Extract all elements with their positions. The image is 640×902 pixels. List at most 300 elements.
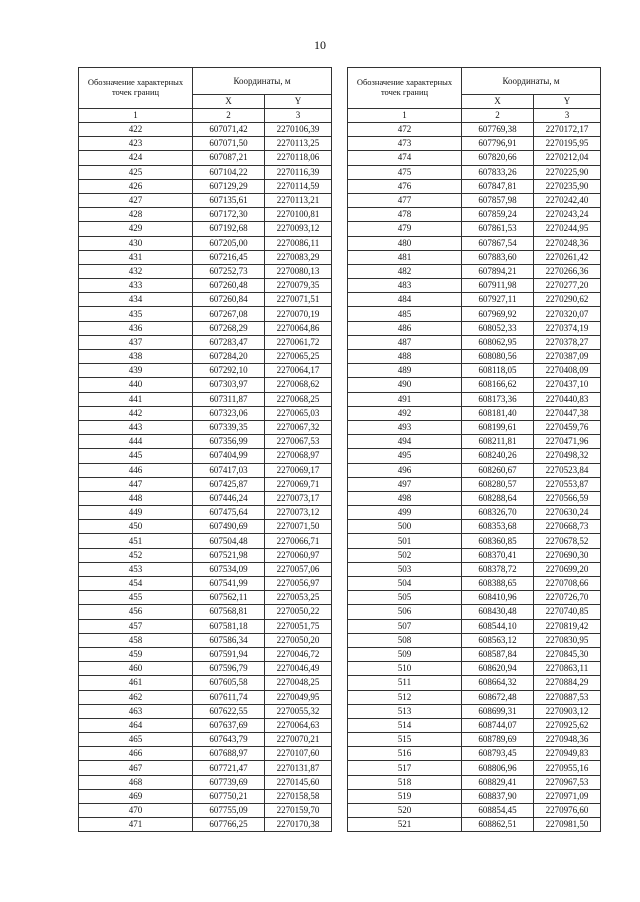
point-id-cell: 512 <box>348 690 462 704</box>
x-coordinate-cell: 608829,41 <box>462 775 534 789</box>
point-id-cell: 520 <box>348 804 462 818</box>
x-coordinate-cell: 607622,55 <box>193 704 265 718</box>
x-coordinate-cell: 607172,30 <box>193 208 265 222</box>
x-coordinate-cell: 607739,69 <box>193 775 265 789</box>
point-id-cell: 441 <box>79 392 193 406</box>
table-row <box>348 605 601 619</box>
point-id-cell: 519 <box>348 789 462 803</box>
y-coordinate-cell: 2270845,30 <box>534 647 601 661</box>
table-row <box>348 761 601 775</box>
table-row <box>79 350 332 364</box>
x-coordinate-cell: 607071,50 <box>193 137 265 151</box>
table-row <box>79 534 332 548</box>
y-coordinate-cell: 2270069,17 <box>265 463 332 477</box>
point-id-cell: 507 <box>348 619 462 633</box>
table-row <box>79 378 332 392</box>
x-coordinate-cell: 607883,60 <box>462 250 534 264</box>
point-id-cell: 463 <box>79 704 193 718</box>
y-coordinate-cell: 2270065,25 <box>265 350 332 364</box>
y-coordinate-cell: 2270261,42 <box>534 250 601 264</box>
table-row <box>79 775 332 789</box>
point-id-cell: 461 <box>79 676 193 690</box>
point-id-cell: 475 <box>348 165 462 179</box>
x-coordinate-cell: 608699,31 <box>462 704 534 718</box>
table-row <box>79 222 332 236</box>
point-id-cell: 503 <box>348 562 462 576</box>
x-coordinate-cell: 608587,84 <box>462 647 534 661</box>
table-row <box>348 449 601 463</box>
y-coordinate-cell: 2270498,32 <box>534 449 601 463</box>
point-id-cell: 473 <box>348 137 462 151</box>
x-coordinate-cell: 607323,06 <box>193 406 265 420</box>
x-coordinate-cell: 607446,24 <box>193 491 265 505</box>
y-coordinate-cell: 2270225,90 <box>534 165 601 179</box>
y-coordinate-cell: 2270073,17 <box>265 491 332 505</box>
table-row <box>79 123 332 137</box>
y-coordinate-cell: 2270064,17 <box>265 364 332 378</box>
point-id-cell: 508 <box>348 633 462 647</box>
x-coordinate-cell: 607425,87 <box>193 477 265 491</box>
point-id-cell: 432 <box>79 264 193 278</box>
coordinates-table-right <box>347 67 601 832</box>
x-coordinate-cell: 607284,20 <box>193 350 265 364</box>
x-coordinate-cell: 607260,48 <box>193 279 265 293</box>
table-row <box>79 804 332 818</box>
table-row <box>348 633 601 647</box>
x-coordinate-cell: 607637,69 <box>193 718 265 732</box>
y-coordinate-cell: 2270069,71 <box>265 477 332 491</box>
y-coordinate-cell: 2270553,87 <box>534 477 601 491</box>
y-coordinate-cell: 2270066,71 <box>265 534 332 548</box>
point-id-cell: 460 <box>79 662 193 676</box>
point-id-cell: 517 <box>348 761 462 775</box>
y-coordinate-cell: 2270948,36 <box>534 733 601 747</box>
table-row <box>348 420 601 434</box>
point-id-cell: 505 <box>348 591 462 605</box>
x-coordinate-cell: 607104,22 <box>193 165 265 179</box>
x-coordinate-cell: 608353,68 <box>462 520 534 534</box>
point-id-cell: 488 <box>348 350 462 364</box>
y-coordinate-cell: 2270070,19 <box>265 307 332 321</box>
y-coordinate-cell: 2270071,50 <box>265 520 332 534</box>
table-row <box>79 491 332 505</box>
x-coordinate-cell: 608118,05 <box>462 364 534 378</box>
table-row <box>348 662 601 676</box>
point-id-cell: 464 <box>79 718 193 732</box>
table-row <box>348 179 601 193</box>
table-row <box>348 335 601 349</box>
point-id-cell: 471 <box>79 818 193 832</box>
point-id-cell: 500 <box>348 520 462 534</box>
x-coordinate-cell: 608166,62 <box>462 378 534 392</box>
x-coordinate-cell: 607911,98 <box>462 279 534 293</box>
table-row <box>348 718 601 732</box>
x-coordinate-cell: 607857,98 <box>462 193 534 207</box>
x-coordinate-cell: 608744,07 <box>462 718 534 732</box>
header-point-designation: Обозначение характерных точек границ <box>348 68 462 109</box>
point-id-cell: 427 <box>79 193 193 207</box>
x-coordinate-cell: 607755,09 <box>193 804 265 818</box>
table-row <box>79 690 332 704</box>
point-id-cell: 472 <box>348 123 462 137</box>
point-id-cell: 442 <box>79 406 193 420</box>
table-row <box>79 335 332 349</box>
point-id-cell: 492 <box>348 406 462 420</box>
y-coordinate-cell: 2270925,62 <box>534 718 601 732</box>
table-row <box>79 392 332 406</box>
y-coordinate-cell: 2270051,75 <box>265 619 332 633</box>
point-id-cell: 485 <box>348 307 462 321</box>
table-body-right <box>348 123 601 832</box>
table-row <box>348 193 601 207</box>
point-id-cell: 447 <box>79 477 193 491</box>
y-coordinate-cell: 2270699,20 <box>534 562 601 576</box>
point-id-cell: 433 <box>79 279 193 293</box>
y-coordinate-cell: 2270290,62 <box>534 293 601 307</box>
point-id-cell: 487 <box>348 335 462 349</box>
point-id-cell: 439 <box>79 364 193 378</box>
y-coordinate-cell: 2270064,86 <box>265 321 332 335</box>
table-row <box>348 676 601 690</box>
x-coordinate-cell: 608378,72 <box>462 562 534 576</box>
table-row <box>79 676 332 690</box>
y-coordinate-cell: 2270471,96 <box>534 435 601 449</box>
y-coordinate-cell: 2270080,13 <box>265 264 332 278</box>
y-coordinate-cell: 2270046,49 <box>265 662 332 676</box>
point-id-cell: 502 <box>348 548 462 562</box>
table-row <box>348 293 601 307</box>
x-coordinate-cell: 607267,08 <box>193 307 265 321</box>
x-coordinate-cell: 608173,36 <box>462 392 534 406</box>
table-row <box>79 506 332 520</box>
y-coordinate-cell: 2270266,36 <box>534 264 601 278</box>
y-coordinate-cell: 2270131,87 <box>265 761 332 775</box>
table-row <box>348 733 601 747</box>
y-coordinate-cell: 2270070,21 <box>265 733 332 747</box>
x-coordinate-cell: 607311,87 <box>193 392 265 406</box>
point-id-cell: 498 <box>348 491 462 505</box>
point-id-cell: 479 <box>348 222 462 236</box>
table-row <box>348 818 601 832</box>
y-coordinate-cell: 2270971,09 <box>534 789 601 803</box>
x-coordinate-cell: 607417,03 <box>193 463 265 477</box>
point-id-cell: 436 <box>79 321 193 335</box>
table-row <box>79 449 332 463</box>
x-coordinate-cell: 607490,69 <box>193 520 265 534</box>
x-coordinate-cell: 607283,47 <box>193 335 265 349</box>
y-coordinate-cell: 2270086,11 <box>265 236 332 250</box>
table-row <box>348 463 601 477</box>
column-number-2: 2 <box>193 109 265 123</box>
x-coordinate-cell: 608199,61 <box>462 420 534 434</box>
x-coordinate-cell: 607721,47 <box>193 761 265 775</box>
y-coordinate-cell: 2270083,29 <box>265 250 332 264</box>
y-coordinate-cell: 2270065,03 <box>265 406 332 420</box>
table-row <box>348 520 601 534</box>
point-id-cell: 511 <box>348 676 462 690</box>
y-coordinate-cell: 2270955,16 <box>534 761 601 775</box>
x-coordinate-cell: 607504,48 <box>193 534 265 548</box>
y-coordinate-cell: 2270048,25 <box>265 676 332 690</box>
table-row <box>79 619 332 633</box>
x-coordinate-cell: 607766,25 <box>193 818 265 832</box>
y-coordinate-cell: 2270630,24 <box>534 506 601 520</box>
y-coordinate-cell: 2270100,81 <box>265 208 332 222</box>
header-x: X <box>462 95 534 109</box>
point-id-cell: 430 <box>79 236 193 250</box>
x-coordinate-cell: 608430,48 <box>462 605 534 619</box>
point-id-cell: 451 <box>79 534 193 548</box>
table-row <box>348 321 601 335</box>
point-id-cell: 480 <box>348 236 462 250</box>
x-coordinate-cell: 607591,94 <box>193 647 265 661</box>
point-id-cell: 468 <box>79 775 193 789</box>
y-coordinate-cell: 2270145,60 <box>265 775 332 789</box>
x-coordinate-cell: 607475,64 <box>193 506 265 520</box>
table-row <box>79 562 332 576</box>
y-coordinate-cell: 2270046,72 <box>265 647 332 661</box>
y-coordinate-cell: 2270248,36 <box>534 236 601 250</box>
x-coordinate-cell: 607769,38 <box>462 123 534 137</box>
point-id-cell: 453 <box>79 562 193 576</box>
y-coordinate-cell: 2270212,04 <box>534 151 601 165</box>
table-row <box>79 151 332 165</box>
table-row <box>348 392 601 406</box>
x-coordinate-cell: 607867,54 <box>462 236 534 250</box>
point-id-cell: 448 <box>79 491 193 505</box>
x-coordinate-cell: 608793,45 <box>462 747 534 761</box>
y-coordinate-cell: 2270053,25 <box>265 591 332 605</box>
y-coordinate-cell: 2270056,97 <box>265 577 332 591</box>
table-row <box>79 193 332 207</box>
y-coordinate-cell: 2270374,19 <box>534 321 601 335</box>
x-coordinate-cell: 608862,51 <box>462 818 534 832</box>
x-coordinate-cell: 607796,91 <box>462 137 534 151</box>
point-id-cell: 490 <box>348 378 462 392</box>
x-coordinate-cell: 608563,12 <box>462 633 534 647</box>
table-row <box>348 619 601 633</box>
point-id-cell: 431 <box>79 250 193 264</box>
y-coordinate-cell: 2270113,25 <box>265 137 332 151</box>
y-coordinate-cell: 2270068,25 <box>265 392 332 406</box>
x-coordinate-cell: 608211,81 <box>462 435 534 449</box>
table-row <box>79 264 332 278</box>
table-row <box>348 591 601 605</box>
table-row <box>348 264 601 278</box>
point-id-cell: 514 <box>348 718 462 732</box>
column-number-3: 3 <box>534 109 601 123</box>
x-coordinate-cell: 608052,33 <box>462 321 534 335</box>
table-row <box>348 506 601 520</box>
point-id-cell: 423 <box>79 137 193 151</box>
y-coordinate-cell: 2270981,50 <box>534 818 601 832</box>
table-row <box>79 520 332 534</box>
point-id-cell: 474 <box>348 151 462 165</box>
table-row <box>348 435 601 449</box>
y-coordinate-cell: 2270320,07 <box>534 307 601 321</box>
y-coordinate-cell: 2270064,63 <box>265 718 332 732</box>
y-coordinate-cell: 2270106,39 <box>265 123 332 137</box>
y-coordinate-cell: 2270116,39 <box>265 165 332 179</box>
y-coordinate-cell: 2270242,40 <box>534 193 601 207</box>
y-coordinate-cell: 2270949,83 <box>534 747 601 761</box>
point-id-cell: 457 <box>79 619 193 633</box>
point-id-cell: 444 <box>79 435 193 449</box>
coordinates-table-left <box>78 67 332 832</box>
point-id-cell: 516 <box>348 747 462 761</box>
y-coordinate-cell: 2270067,32 <box>265 420 332 434</box>
point-id-cell: 462 <box>79 690 193 704</box>
x-coordinate-cell: 608806,96 <box>462 761 534 775</box>
y-coordinate-cell: 2270440,83 <box>534 392 601 406</box>
x-coordinate-cell: 607586,34 <box>193 633 265 647</box>
y-coordinate-cell: 2270408,09 <box>534 364 601 378</box>
table-row <box>79 420 332 434</box>
y-coordinate-cell: 2270158,58 <box>265 789 332 803</box>
y-coordinate-cell: 2270976,60 <box>534 804 601 818</box>
header-x: X <box>193 95 265 109</box>
y-coordinate-cell: 2270061,72 <box>265 335 332 349</box>
x-coordinate-cell: 607581,18 <box>193 619 265 633</box>
point-id-cell: 467 <box>79 761 193 775</box>
point-id-cell: 435 <box>79 307 193 321</box>
x-coordinate-cell: 607071,42 <box>193 123 265 137</box>
x-coordinate-cell: 608360,85 <box>462 534 534 548</box>
table-row <box>79 477 332 491</box>
x-coordinate-cell: 608260,67 <box>462 463 534 477</box>
y-coordinate-cell: 2270884,29 <box>534 676 601 690</box>
point-id-cell: 513 <box>348 704 462 718</box>
y-coordinate-cell: 2270170,38 <box>265 818 332 832</box>
table-row <box>79 293 332 307</box>
y-coordinate-cell: 2270093,12 <box>265 222 332 236</box>
table-row <box>348 562 601 576</box>
header-coordinates: Координаты, м <box>462 68 601 95</box>
y-coordinate-cell: 2270060,97 <box>265 548 332 562</box>
y-coordinate-cell: 2270447,38 <box>534 406 601 420</box>
table-row <box>79 321 332 335</box>
x-coordinate-cell: 607859,24 <box>462 208 534 222</box>
column-number-2: 2 <box>462 109 534 123</box>
header-y: Y <box>265 95 332 109</box>
table-row <box>348 534 601 548</box>
column-number-1: 1 <box>348 109 462 123</box>
table-row <box>348 208 601 222</box>
point-id-cell: 452 <box>79 548 193 562</box>
y-coordinate-cell: 2270903,12 <box>534 704 601 718</box>
point-id-cell: 518 <box>348 775 462 789</box>
table-row <box>79 406 332 420</box>
table-row <box>348 137 601 151</box>
x-coordinate-cell: 608240,26 <box>462 449 534 463</box>
y-coordinate-cell: 2270437,10 <box>534 378 601 392</box>
x-coordinate-cell: 607303,97 <box>193 378 265 392</box>
table-row <box>79 250 332 264</box>
table-row <box>348 647 601 661</box>
point-id-cell: 486 <box>348 321 462 335</box>
y-coordinate-cell: 2270049,95 <box>265 690 332 704</box>
x-coordinate-cell: 607192,68 <box>193 222 265 236</box>
table-row <box>79 236 332 250</box>
table-row <box>348 477 601 491</box>
table-row <box>79 591 332 605</box>
point-id-cell: 499 <box>348 506 462 520</box>
x-coordinate-cell: 607688,97 <box>193 747 265 761</box>
point-id-cell: 440 <box>79 378 193 392</box>
table-row <box>348 747 601 761</box>
table-row <box>348 789 601 803</box>
table-row <box>348 406 601 420</box>
y-coordinate-cell: 2270566,59 <box>534 491 601 505</box>
table-row <box>79 718 332 732</box>
x-coordinate-cell: 607820,66 <box>462 151 534 165</box>
point-id-cell: 445 <box>79 449 193 463</box>
y-coordinate-cell: 2270071,51 <box>265 293 332 307</box>
point-id-cell: 470 <box>79 804 193 818</box>
y-coordinate-cell: 2270172,17 <box>534 123 601 137</box>
header-coordinates: Координаты, м <box>193 68 332 95</box>
point-id-cell: 484 <box>348 293 462 307</box>
point-id-cell: 466 <box>79 747 193 761</box>
x-coordinate-cell: 607356,99 <box>193 435 265 449</box>
y-coordinate-cell: 2270819,42 <box>534 619 601 633</box>
point-id-cell: 482 <box>348 264 462 278</box>
x-coordinate-cell: 607847,81 <box>462 179 534 193</box>
table-row <box>348 491 601 505</box>
x-coordinate-cell: 607216,45 <box>193 250 265 264</box>
y-coordinate-cell: 2270113,21 <box>265 193 332 207</box>
table-row <box>348 250 601 264</box>
y-coordinate-cell: 2270740,85 <box>534 605 601 619</box>
point-id-cell: 483 <box>348 279 462 293</box>
x-coordinate-cell: 608370,41 <box>462 548 534 562</box>
point-id-cell: 477 <box>348 193 462 207</box>
column-number-3: 3 <box>265 109 332 123</box>
header-y: Y <box>534 95 601 109</box>
point-id-cell: 495 <box>348 449 462 463</box>
x-coordinate-cell: 608062,95 <box>462 335 534 349</box>
y-coordinate-cell: 2270079,35 <box>265 279 332 293</box>
table-row <box>79 633 332 647</box>
x-coordinate-cell: 607135,61 <box>193 193 265 207</box>
y-coordinate-cell: 2270159,70 <box>265 804 332 818</box>
page-number: 10 <box>314 38 326 52</box>
x-coordinate-cell: 608664,32 <box>462 676 534 690</box>
y-coordinate-cell: 2270887,53 <box>534 690 601 704</box>
x-coordinate-cell: 607861,53 <box>462 222 534 236</box>
point-id-cell: 481 <box>348 250 462 264</box>
x-coordinate-cell: 607568,81 <box>193 605 265 619</box>
point-id-cell: 443 <box>79 420 193 434</box>
x-coordinate-cell: 608288,64 <box>462 491 534 505</box>
y-coordinate-cell: 2270057,06 <box>265 562 332 576</box>
x-coordinate-cell: 608544,10 <box>462 619 534 633</box>
table-row <box>348 548 601 562</box>
table-row <box>348 690 601 704</box>
table-row <box>348 123 601 137</box>
y-coordinate-cell: 2270726,70 <box>534 591 601 605</box>
table-row <box>79 548 332 562</box>
table-row <box>79 463 332 477</box>
x-coordinate-cell: 607927,11 <box>462 293 534 307</box>
table-row <box>348 165 601 179</box>
y-coordinate-cell: 2270668,73 <box>534 520 601 534</box>
table-row <box>79 605 332 619</box>
point-id-cell: 450 <box>79 520 193 534</box>
table-row <box>348 364 601 378</box>
y-coordinate-cell: 2270068,62 <box>265 378 332 392</box>
point-id-cell: 426 <box>79 179 193 193</box>
